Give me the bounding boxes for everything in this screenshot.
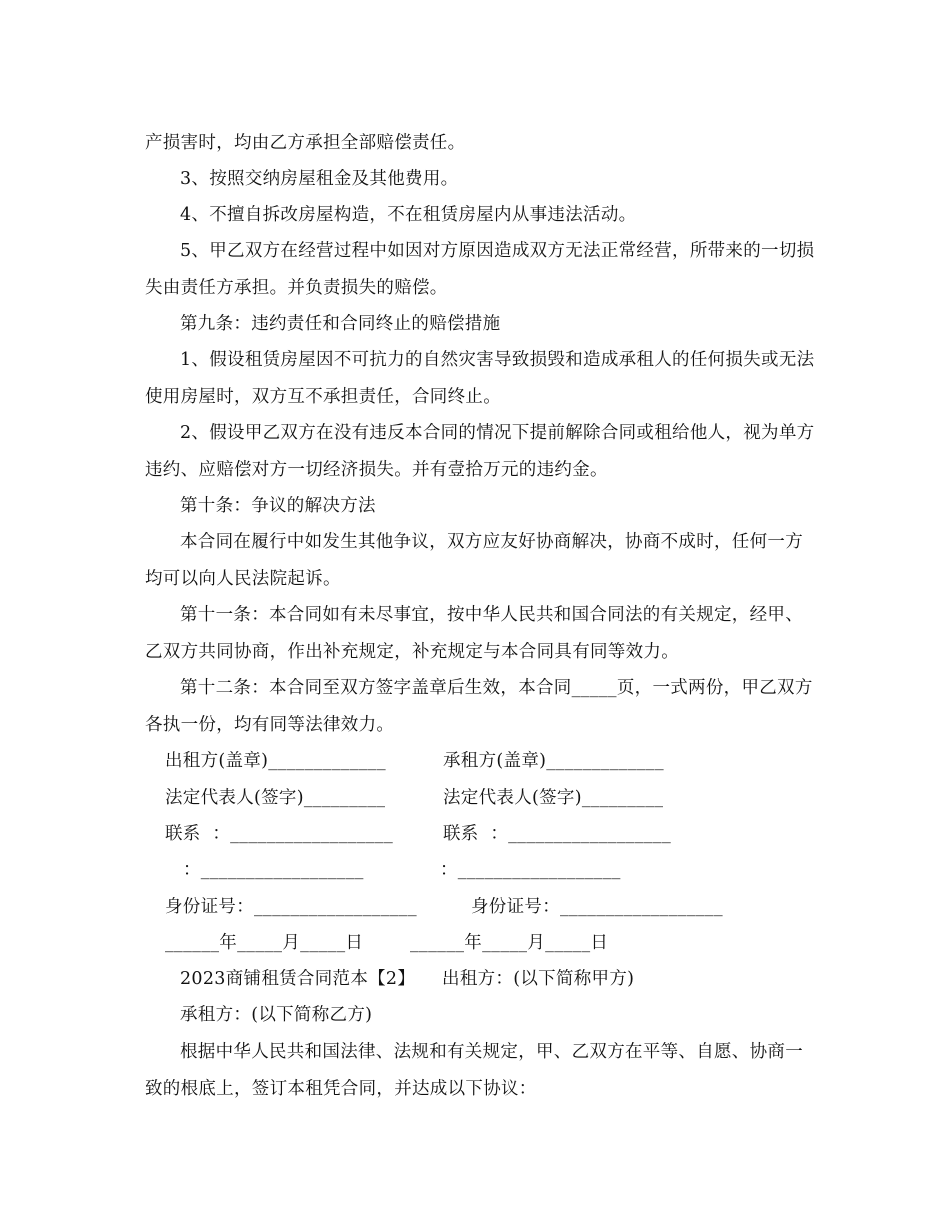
second-contract-lessee: 承租方：(以下简称乙方) — [180, 1005, 373, 1025]
article-9-item-1: 1、假设租赁房屋因不可抗力的自然灾害导致损毁和造成承租人的任何损失或无法使用房屋时，双方互不承担责任，合同终止。 — [145, 350, 815, 407]
lessee-seal-field: 承租方(盖章)_____________ — [443, 751, 664, 771]
lessor-id-field: 身份证号：__________________ — [165, 897, 417, 917]
article-10-heading: 第十条：争议的解决方法 — [180, 496, 376, 516]
article-10-body: 本合同在履行中如发生其他争议，双方应友好协商解决，协商不成时，任何一方均可以向人民法院起诉。 — [145, 532, 803, 589]
lessor-contact-field: 联系 ：__________________ — [165, 824, 394, 844]
article-9-heading: 第九条：违约责任和合同终止的赔偿措施 — [180, 314, 501, 334]
article-11: 第十一条：本合同如有未尽事宜，按中华人民共和国合同法的有关规定，经甲、乙双方共同协商，作出补充规定，补充规定与本合同具有同等效力。 — [145, 605, 803, 662]
lessor-extra-field: ：__________________ — [183, 860, 364, 880]
lessee-rep-field: 法定代表人(签字)_________ — [443, 788, 664, 808]
lessee-id-field: 身份证号：__________________ — [471, 897, 723, 917]
clause-item-5: 5、甲乙双方在经营过程中如因对方原因造成双方无法正常经营，所带来的一切损失由责任方承担。并负责损失的赔偿。 — [145, 241, 815, 298]
second-contract-title: 2023商铺租赁合同范本【2】 出租方：(以下简称甲方) — [180, 969, 635, 989]
lessor-rep-field: 法定代表人(签字)_________ — [165, 788, 386, 808]
article-12: 第十二条：本合同至双方签字盖章后生效，本合同_____页，一式两份，甲乙双方各执一份，均有同等法律效力。 — [145, 678, 813, 735]
lessor-date-field: ______年_____月_____日 — [165, 933, 364, 953]
article-9-item-2: 2、假设甲乙双方在没有违反本合同的情况下提前解除合同或租给他人，视为单方违约、应赔偿对方一切经济损失。并有壹拾万元的违约金。 — [145, 423, 815, 480]
clause-item-3: 3、按照交纳房屋租金及其他费用。 — [180, 169, 459, 189]
clause-item-4: 4、不擅自拆改房屋构造，不在租赁房屋内从事违法活动。 — [180, 205, 637, 225]
lessee-contact-field: 联系 ：__________________ — [443, 824, 672, 844]
lessee-date-field: ______年_____月_____日 — [410, 933, 609, 953]
lessee-extra-field: ：__________________ — [440, 860, 621, 880]
second-contract-intro: 根据中华人民共和国法律、法规和有关规定，甲、乙双方在平等、自愿、协商一致的根底上，签订本租凭合同，并达成以下协议： — [145, 1042, 803, 1099]
lessor-seal-field: 出租方(盖章)_____________ — [165, 751, 386, 771]
clause-text-line: 产损害时，均由乙方承担全部赔偿责任。 — [145, 133, 466, 153]
